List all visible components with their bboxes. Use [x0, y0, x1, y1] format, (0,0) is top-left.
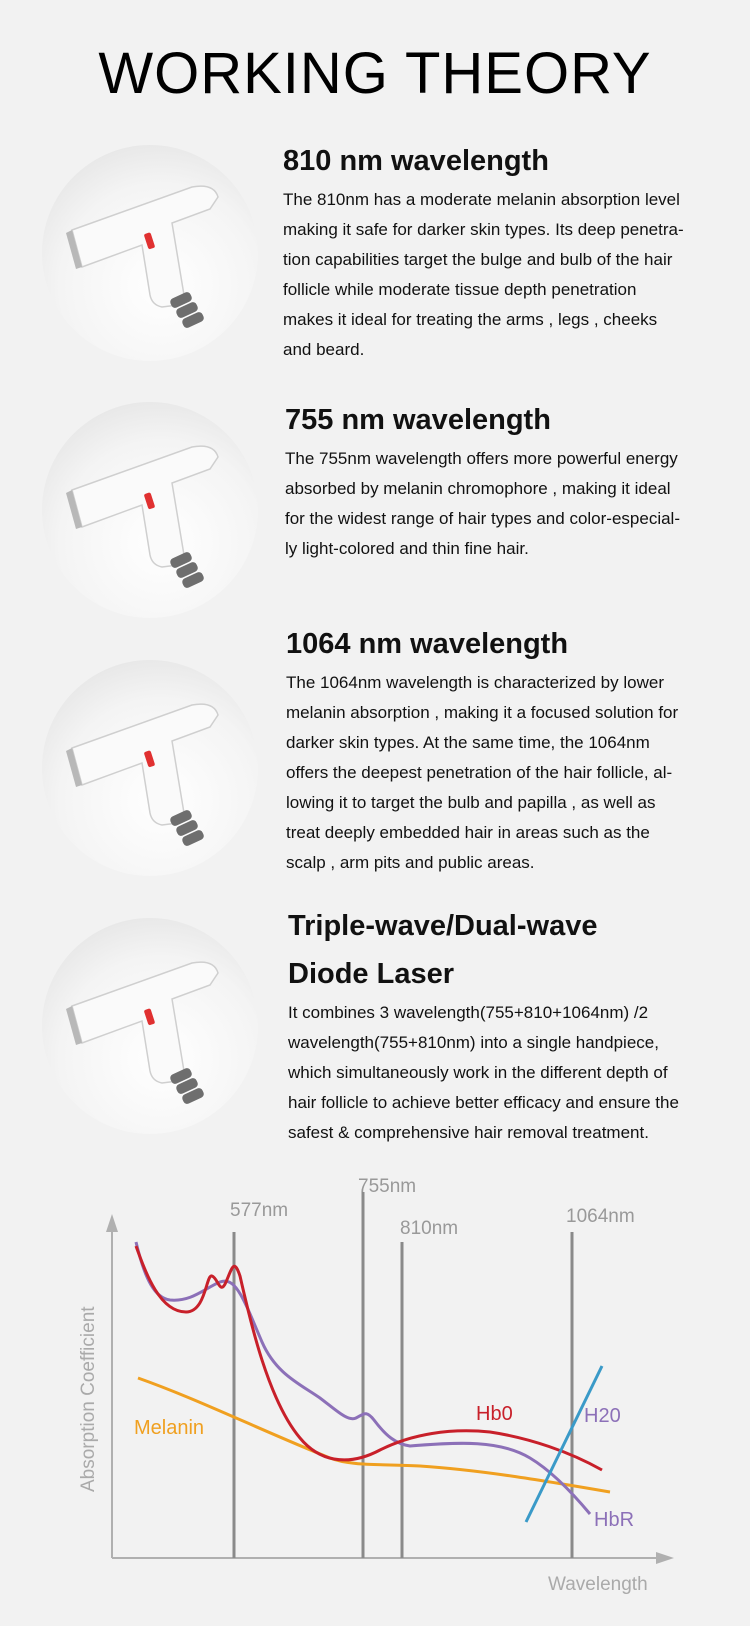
x-axis-label: Wavelength [548, 1574, 648, 1595]
series-label-hbr: HbR [594, 1509, 635, 1531]
body-line: follicle while moderate tissue depth penetration [283, 280, 637, 299]
body-line: scalp , arm pits and public areas. [286, 853, 535, 872]
section-heading: 1064 nm wavelength [286, 628, 569, 660]
section-text [286, 620, 716, 878]
marker-label-577nm: 577nm [230, 1200, 289, 1221]
body-line: The 1064nm wavelength is characterized by lower [286, 673, 664, 692]
body-line: lowing it to target the bulb and papilla , as well as [286, 793, 656, 812]
handpiece-image [42, 918, 258, 1134]
body-line: The 755nm wavelength offers more powerful energy [285, 449, 678, 468]
section-body [286, 668, 716, 878]
marker-label-810nm: 810nm [400, 1218, 459, 1239]
series-line-melanin [138, 1378, 610, 1492]
body-line: melanin absorption , making it a focused solution for [286, 703, 679, 722]
body-line: absorbed by melanin chromophore , making it ideal [285, 479, 671, 498]
section-body [288, 998, 718, 1148]
heading-line: Diode Laser [288, 958, 454, 990]
handpiece-image [42, 402, 258, 618]
absorption-chart [0, 1170, 750, 1620]
body-line: makes it ideal for treating the arms , legs , cheeks [283, 310, 658, 329]
section-body [285, 444, 715, 564]
body-line: offers the deepest penetration of the hair follicle, al- [286, 763, 673, 782]
body-line: tion capabilities target the bulge and bulb of the hair [283, 250, 673, 269]
section-text [283, 137, 713, 365]
section-heading [288, 902, 718, 998]
diode-laser-handpiece-icon [42, 918, 258, 1134]
marker-label-1064nm: 1064nm [566, 1206, 635, 1227]
section-heading: 755 nm wavelength [285, 404, 551, 436]
body-line: for the widest range of hair types and color-especial- [285, 509, 680, 528]
y-axis-arrow [106, 1214, 118, 1232]
heading-line: Triple-wave/Dual-wave [288, 910, 598, 942]
body-line: It combines 3 wavelength(755+810+1064nm) /2 [288, 1003, 649, 1022]
section-heading: 810 nm wavelength [283, 145, 549, 177]
series-line-hb0 [136, 1246, 602, 1470]
series-label-melanin: Melanin [134, 1417, 205, 1439]
series-label-hb0: Hb0 [476, 1403, 513, 1425]
body-line: treat deeply embedded hair in areas such as the [286, 823, 650, 842]
absorption-chart-svg [0, 1170, 750, 1620]
body-line: wavelength(755+810nm) into a single handpiece, [288, 1033, 659, 1052]
handpiece-image [42, 660, 258, 876]
body-line: safest & comprehensive hair removal treatment. [288, 1123, 649, 1142]
body-line: which simultaneously work in the different depth of [288, 1063, 668, 1082]
body-line: hair follicle to achieve better efficacy and ensure the [288, 1093, 679, 1112]
marker-label-755nm: 755nm [358, 1176, 417, 1197]
section-text [288, 902, 718, 1148]
body-line: and beard. [283, 340, 365, 359]
diode-laser-handpiece-icon [42, 660, 258, 876]
series-label-h20: H20 [584, 1405, 621, 1427]
handpiece-image [42, 145, 258, 361]
section-text [285, 396, 715, 564]
body-line: The 810nm has a moderate melanin absorption level [283, 190, 680, 209]
y-axis-label: Absorption Coefficient [78, 1306, 99, 1492]
body-line: darker skin types. At the same time, the 1064nm [286, 733, 650, 752]
x-axis-arrow [656, 1552, 674, 1564]
diode-laser-handpiece-icon [42, 402, 258, 618]
section-body [283, 185, 713, 365]
body-line: ly light-colored and thin fine hair. [285, 539, 529, 558]
page-title: WORKING THEORY [98, 41, 652, 106]
body-line: making it safe for darker skin types. Its deep penetra- [283, 220, 684, 239]
diode-laser-handpiece-icon [42, 145, 258, 361]
